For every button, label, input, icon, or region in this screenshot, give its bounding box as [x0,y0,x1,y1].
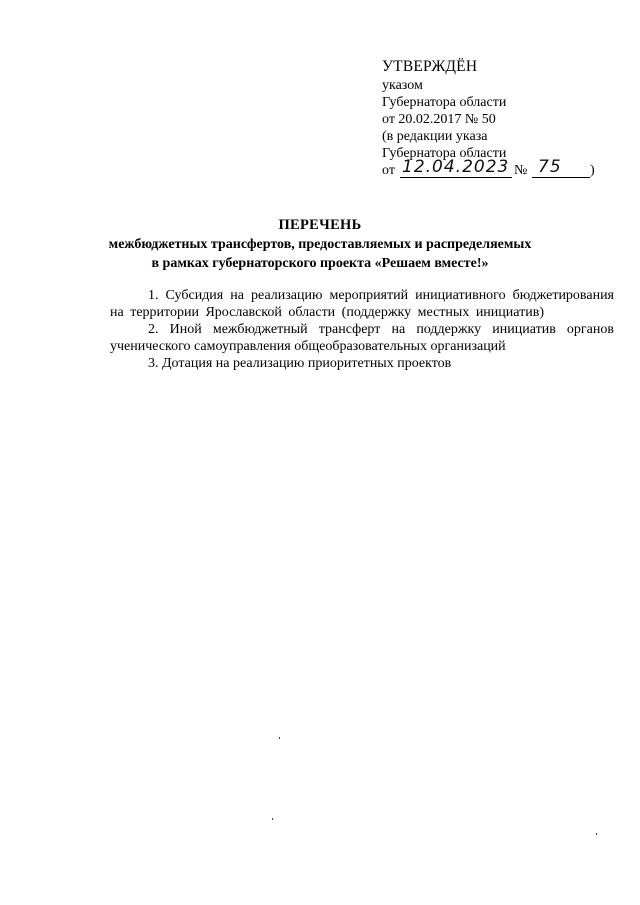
approval-line: указом [382,78,423,93]
approval-line: от 20.02.2017 № 50 [382,112,496,127]
approval-line: (в редакции указа [382,129,488,144]
approval-date-prefix: от [382,163,395,178]
handwritten-date: 12.04.2023 [402,157,510,177]
scan-speck [279,737,280,739]
heading-title: ПЕРЕЧЕНЬ [278,217,362,233]
closing-paren: ) [590,163,595,178]
document-heading [0,216,640,273]
list-item: 1. Субсидия на реализацию мероприятий инициативного бюджетирования на территории Ярославской области (поддержку местных инициатив) [110,288,614,320]
scan-speck [272,818,273,820]
approval-date-line [382,157,612,179]
list-item: 3. Дотация на реализацию приоритетных проектов [148,356,452,371]
handwritten-number: 75 [538,157,562,177]
scan-speck [596,833,597,835]
heading-line: межбюджетных трансфертов, предоставляемых и распределяемых [108,237,532,252]
transfer-list [110,287,614,372]
list-item: 2. Иной межбюджетный трансферт на поддержку инициатив органов ученического самоуправления общеобразовательных организаций [110,322,614,354]
heading-line: в рамках губернаторского проекта «Решаем вместе!» [151,256,489,271]
approval-block [382,58,612,179]
approval-title: УТВЕРЖДЁН [382,58,478,75]
approval-line: Губернатора области [382,95,507,110]
approval-line: Губернатора области [382,146,507,161]
number-sign: № [514,163,528,178]
